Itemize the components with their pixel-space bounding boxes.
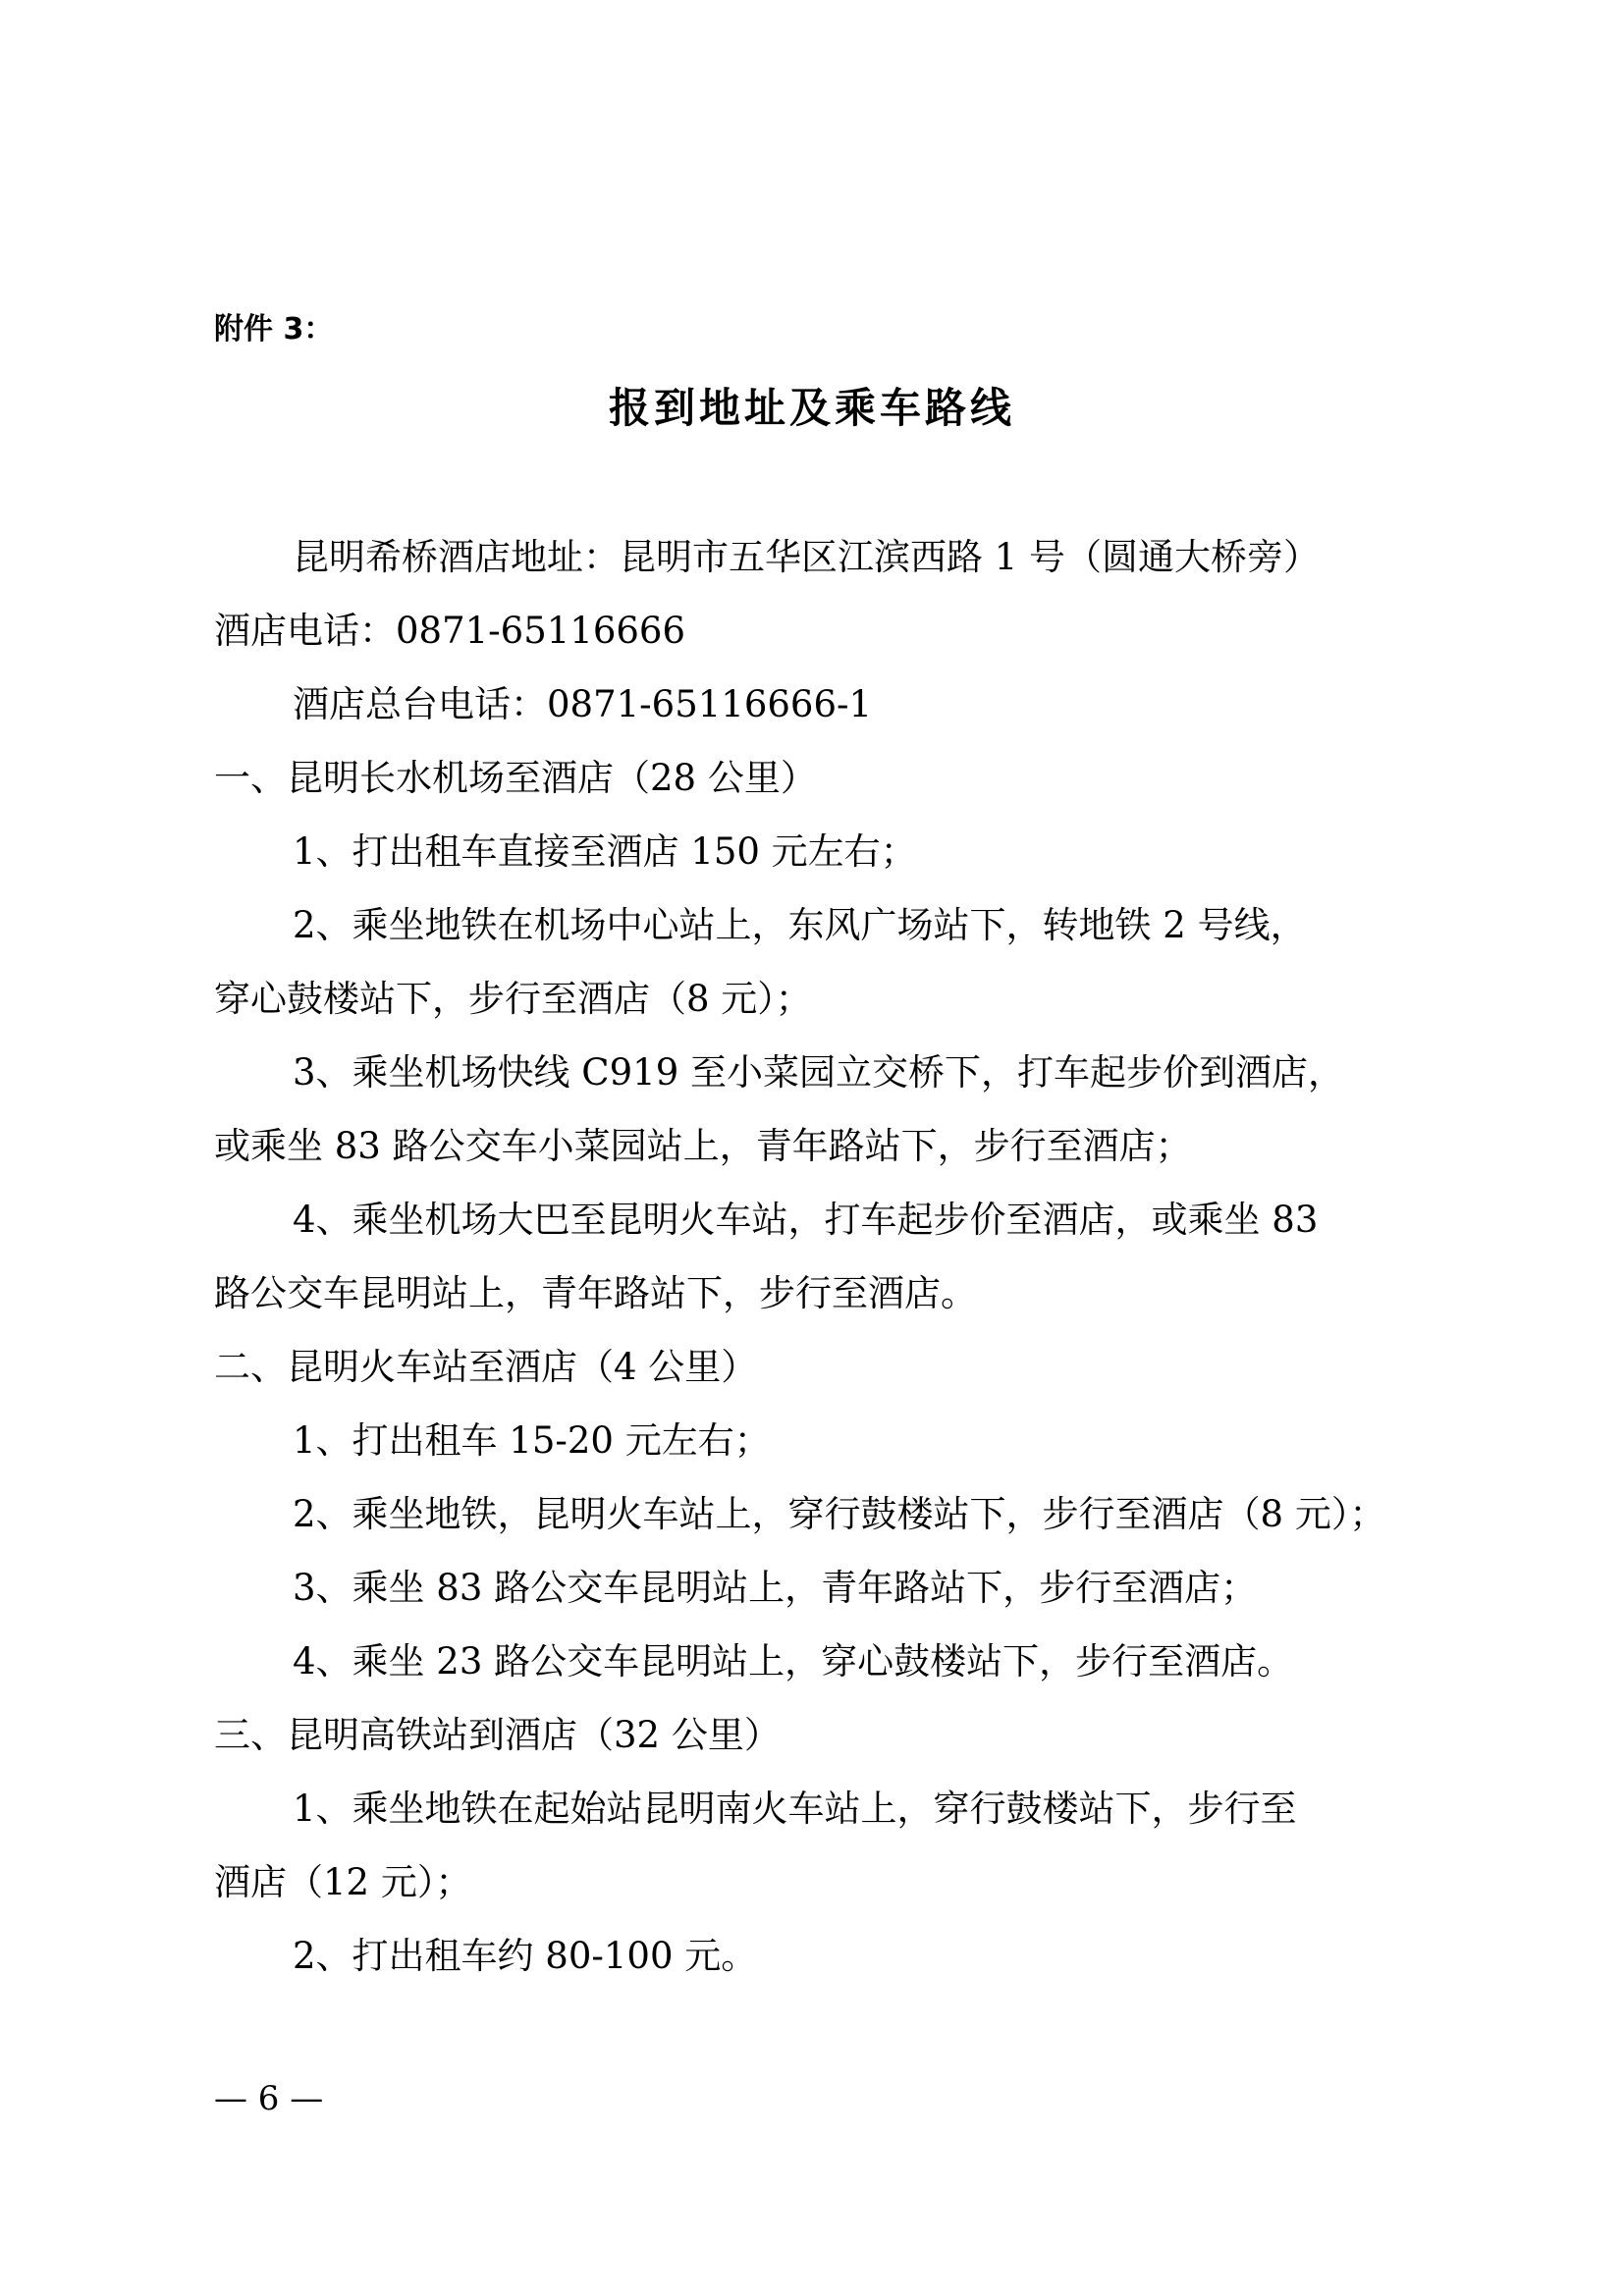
route-item: 3、乘坐机场快线 C919 至小菜园立交桥下，打车起步价到酒店，: [293, 1051, 1344, 1094]
route-item: 4、乘坐 23 路公交车昆明站上，穿心鼓楼站下，步行至酒店。: [293, 1640, 1294, 1682]
route-item: 2、打出租车约 80-100 元。: [293, 1935, 758, 1977]
route-item-continuation: 穿心鼓楼站下，步行至酒店（8 元）；: [214, 978, 812, 1020]
route-item: 2、乘坐地铁，昆明火车站上，穿行鼓楼站下，步行至酒店（8 元）；: [293, 1493, 1386, 1535]
route-item: 4、乘坐机场大巴至昆明火车站，打车起步价至酒店，或乘坐 83: [293, 1199, 1319, 1241]
route-item: 3、乘坐 83 路公交车昆明站上，青年路站下，步行至酒店；: [293, 1567, 1258, 1609]
hotel-address: 昆明希桥酒店地址：昆明市五华区江滨西路 1 号（圆通大桥旁）: [293, 536, 1321, 578]
page-title: 报到地址及乘车路线: [608, 384, 1015, 432]
hotel-front-desk-phone: 酒店总台电话：0871-65116666-1: [293, 683, 873, 725]
attachment-label: 附件 3：: [214, 312, 334, 347]
route-item-continuation: 酒店（12 元）；: [214, 1861, 472, 1903]
section-heading-train-station: 二、昆明火车站至酒店（4 公里）: [214, 1346, 758, 1388]
document-body: [214, 520, 1432, 1993]
hotel-phone: 酒店电话：0871-65116666: [214, 610, 685, 652]
page-number: — 6 —: [214, 2079, 324, 2118]
route-item-continuation: 路公交车昆明站上，青年路站下，步行至酒店。: [214, 1272, 977, 1314]
section-heading-airport: 一、昆明长水机场至酒店（28 公里）: [214, 757, 817, 799]
route-item-continuation: 或乘坐 83 路公交车小菜园站上，青年路站下，步行至酒店；: [214, 1125, 1192, 1167]
section-heading-high-speed-rail: 三、昆明高铁站到酒店（32 公里）: [214, 1714, 781, 1756]
route-item: 1、打出租车直接至酒店 150 元左右；: [293, 830, 917, 873]
route-item: 2、乘坐地铁在机场中心站上，东风广场站下，转地铁 2 号线，: [293, 904, 1307, 946]
route-item: 1、乘坐地铁在起始站昆明南火车站上，穿行鼓楼站下，步行至: [293, 1788, 1297, 1830]
route-item: 1、打出租车 15-20 元左右；: [293, 1419, 771, 1462]
